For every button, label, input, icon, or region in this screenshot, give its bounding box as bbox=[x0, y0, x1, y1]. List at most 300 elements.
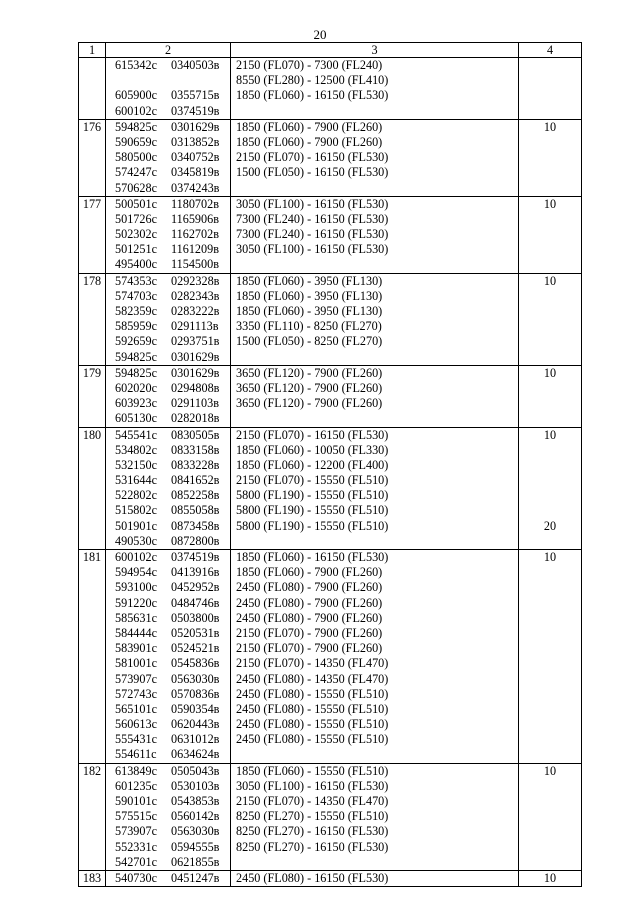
coordinate-line bbox=[115, 304, 230, 319]
latitude: 532150с bbox=[115, 457, 157, 472]
latitude: 591220с bbox=[115, 595, 157, 610]
coordinate-line bbox=[115, 274, 230, 289]
altitude-range: 1850 (FL060) - 3950 (FL130) bbox=[236, 304, 383, 318]
coordinate-line bbox=[115, 855, 230, 870]
altitude-range: 2450 (FL080) - 15550 (FL510) bbox=[236, 717, 389, 732]
coordinate-line bbox=[115, 181, 230, 196]
altitude-range: 2450 (FL080) - 16150 (FL530) bbox=[236, 870, 389, 885]
value-cell bbox=[519, 365, 582, 427]
longitude: 1162702в bbox=[171, 227, 219, 242]
value-text bbox=[519, 794, 581, 809]
zone-number bbox=[79, 196, 106, 273]
altitude-range: 8250 (FL270) - 16150 (FL530) bbox=[236, 824, 389, 839]
coordinates-cell bbox=[106, 119, 231, 196]
altitude-range bbox=[236, 411, 518, 426]
altitude-range: 2150 (FL070) - 14350 (FL470) bbox=[236, 656, 389, 671]
altitude-range: 3350 (FL110) - 8250 (FL270) bbox=[236, 319, 382, 334]
coordinate-line bbox=[115, 840, 230, 855]
coordinate-line bbox=[115, 488, 230, 503]
value-text bbox=[519, 104, 581, 119]
longitude: 0283222в bbox=[171, 304, 220, 318]
value-text bbox=[519, 381, 581, 396]
coordinate-line bbox=[115, 702, 230, 717]
zone-number bbox=[79, 58, 106, 120]
longitude: 0855058в bbox=[171, 503, 220, 518]
value-text bbox=[519, 150, 581, 165]
altitude-range: 3650 (FL120) - 7900 (FL260) bbox=[236, 365, 383, 380]
coordinate-line bbox=[115, 120, 230, 135]
latitude: 583901с bbox=[115, 641, 157, 656]
value-text bbox=[519, 289, 581, 304]
longitude: 0560142в bbox=[171, 809, 220, 824]
header-col-2: 2 bbox=[106, 43, 231, 58]
latitude: 572743с bbox=[115, 686, 157, 701]
altitude-range: 1850 (FL060) - 7900 (FL260) bbox=[236, 134, 383, 149]
latitude: 565101с bbox=[115, 701, 157, 716]
value-text bbox=[519, 396, 581, 411]
longitude: 0830505в bbox=[171, 427, 220, 442]
altitude-range bbox=[236, 350, 518, 365]
altitude-range bbox=[236, 855, 518, 870]
coordinate-line bbox=[115, 443, 230, 458]
longitude: 0374243в bbox=[171, 180, 220, 195]
value-text bbox=[519, 641, 581, 656]
coordinate-line bbox=[115, 104, 230, 119]
value-cell bbox=[519, 273, 582, 365]
coordinate-line bbox=[115, 458, 230, 473]
zone-number-text: 179 bbox=[82, 365, 102, 380]
latitude: 575515с bbox=[115, 809, 157, 824]
longitude: 0833228в bbox=[171, 457, 220, 472]
altitude-cell bbox=[231, 196, 519, 273]
value-text bbox=[519, 227, 581, 242]
coordinate-line bbox=[115, 257, 230, 272]
latitude: 531644с bbox=[115, 473, 157, 488]
latitude: 600102с bbox=[115, 550, 157, 564]
altitude-range: 2450 (FL080) - 14350 (FL470) bbox=[236, 671, 389, 686]
value-text: 10 bbox=[543, 119, 557, 134]
longitude: 0545836в bbox=[171, 656, 220, 671]
longitude: 0505043в bbox=[171, 763, 220, 778]
coordinate-line bbox=[115, 381, 230, 396]
value-text: 10 bbox=[543, 550, 557, 564]
longitude: 0355715в bbox=[171, 88, 220, 103]
value-text: 10 bbox=[543, 365, 557, 380]
value-text bbox=[519, 626, 581, 641]
coordinate-line bbox=[115, 396, 230, 411]
latitude: 592659с bbox=[115, 334, 157, 349]
altitude-range: 2150 (FL070) - 7900 (FL260) bbox=[236, 641, 383, 656]
coordinate-line bbox=[115, 794, 230, 809]
latitude: 594825с bbox=[115, 365, 157, 380]
altitude-range: 1850 (FL060) - 7900 (FL260) bbox=[236, 119, 383, 134]
altitude-range: 1850 (FL060) - 7900 (FL260) bbox=[236, 565, 383, 580]
coordinate-line bbox=[115, 197, 230, 212]
altitude-cell bbox=[231, 427, 519, 550]
value-text: 10 bbox=[543, 196, 557, 211]
altitude-range: 2450 (FL080) - 7900 (FL260) bbox=[236, 580, 383, 595]
value-cell bbox=[519, 550, 582, 764]
zone-number bbox=[79, 119, 106, 196]
value-text bbox=[519, 88, 581, 103]
table-row bbox=[79, 365, 582, 427]
altitude-cell bbox=[231, 870, 519, 886]
value-text bbox=[519, 58, 581, 73]
coordinate-line bbox=[115, 779, 230, 794]
coordinate-line bbox=[115, 871, 230, 886]
altitude-range bbox=[236, 534, 518, 549]
latitude: 593100с bbox=[115, 580, 157, 595]
latitude: 582359с bbox=[115, 304, 157, 318]
longitude: 0451247в bbox=[171, 870, 220, 885]
latitude: 501251с bbox=[115, 242, 157, 257]
altitude-cell bbox=[231, 119, 519, 196]
zone-number-text: 180 bbox=[82, 427, 102, 442]
coordinate-line bbox=[115, 366, 230, 381]
coordinate-line bbox=[115, 747, 230, 762]
altitude-cell bbox=[231, 550, 519, 764]
longitude: 0631012в bbox=[171, 732, 220, 747]
table-row bbox=[79, 427, 582, 550]
value-cell bbox=[519, 763, 582, 870]
longitude: 0374519в bbox=[171, 103, 220, 118]
altitude-range: 2150 (FL070) - 7300 (FL240) bbox=[236, 58, 383, 72]
altitude-range: 3650 (FL120) - 7900 (FL260) bbox=[236, 396, 383, 411]
latitude: 585631с bbox=[115, 610, 157, 625]
value-text bbox=[519, 702, 581, 717]
zone-number bbox=[79, 365, 106, 427]
coordinate-line bbox=[115, 580, 230, 595]
value-text bbox=[519, 135, 581, 150]
table-row bbox=[79, 58, 582, 120]
latitude: 522802с bbox=[115, 488, 157, 503]
altitude-range: 2150 (FL070) - 15550 (FL510) bbox=[236, 473, 389, 488]
value-text bbox=[519, 809, 581, 824]
longitude: 1154500в bbox=[171, 257, 219, 272]
coordinates-cell bbox=[106, 365, 231, 427]
coordinates-cell bbox=[106, 196, 231, 273]
value-text bbox=[519, 350, 581, 365]
altitude-cell bbox=[231, 58, 519, 120]
altitude-range: 2450 (FL080) - 15550 (FL510) bbox=[236, 732, 389, 747]
zone-number-text: 178 bbox=[82, 273, 102, 288]
coordinate-line bbox=[115, 73, 230, 88]
coordinate-line bbox=[115, 764, 230, 779]
longitude: 0873458в bbox=[171, 518, 220, 533]
longitude: 0301629в bbox=[171, 349, 220, 364]
value-text bbox=[519, 257, 581, 272]
longitude: 0841652в bbox=[171, 473, 220, 488]
latitude: 594825с bbox=[115, 119, 157, 134]
table-row bbox=[79, 196, 582, 273]
altitude-range: 3650 (FL120) - 7900 (FL260) bbox=[236, 380, 383, 395]
altitude-cell bbox=[231, 763, 519, 870]
zone-number bbox=[79, 273, 106, 365]
table-row bbox=[79, 273, 582, 365]
latitude: 594825с bbox=[115, 349, 157, 364]
longitude: 1180702в bbox=[171, 196, 219, 211]
coordinate-line bbox=[115, 411, 230, 426]
coordinate-line bbox=[115, 626, 230, 641]
coordinates-cell bbox=[106, 763, 231, 870]
value-text bbox=[519, 611, 581, 626]
coordinate-line bbox=[115, 88, 230, 103]
airspace-table bbox=[78, 42, 582, 887]
value-text bbox=[519, 565, 581, 580]
latitude: 605900с bbox=[115, 88, 157, 103]
coordinates-cell bbox=[106, 550, 231, 764]
altitude-range: 7300 (FL240) - 16150 (FL530) bbox=[236, 211, 389, 226]
value-text bbox=[519, 181, 581, 196]
value-text bbox=[519, 534, 581, 549]
longitude: 0452952в bbox=[171, 580, 220, 595]
coordinate-line bbox=[115, 334, 230, 349]
longitude: 1165906в bbox=[171, 211, 219, 226]
header-col-1: 1 bbox=[79, 43, 106, 58]
longitude: 0301629в bbox=[171, 365, 220, 380]
latitude: 585959с bbox=[115, 319, 157, 334]
longitude: 0594555в bbox=[171, 839, 220, 854]
coordinate-line bbox=[115, 135, 230, 150]
longitude: 0852258в bbox=[171, 488, 220, 503]
altitude-range: 8250 (FL270) - 16150 (FL530) bbox=[236, 839, 389, 854]
latitude: 552331с bbox=[115, 839, 157, 854]
longitude: 0291113в bbox=[171, 319, 219, 334]
value-text bbox=[519, 488, 581, 503]
value-text bbox=[519, 458, 581, 473]
value-text: 10 bbox=[543, 870, 557, 885]
altitude-range: 3050 (FL100) - 16150 (FL530) bbox=[236, 242, 389, 257]
coordinate-line bbox=[115, 58, 230, 73]
coordinate-line bbox=[115, 611, 230, 626]
latitude: 615342с bbox=[115, 58, 157, 72]
longitude: 0563030в bbox=[171, 671, 220, 686]
latitude: 545541с bbox=[115, 427, 157, 442]
value-text bbox=[519, 411, 581, 426]
altitude-range: 1850 (FL060) - 12200 (FL400) bbox=[236, 457, 389, 472]
zone-number-text: 177 bbox=[82, 196, 102, 211]
coordinate-line bbox=[115, 687, 230, 702]
latitude: 500501с bbox=[115, 196, 157, 211]
longitude: 0563030в bbox=[171, 824, 220, 839]
longitude: 0620443в bbox=[171, 717, 220, 732]
zone-number bbox=[79, 427, 106, 550]
altitude-range: 2450 (FL080) - 15550 (FL510) bbox=[236, 701, 389, 716]
header-col-3: 3 bbox=[231, 43, 519, 58]
longitude: 0530103в bbox=[171, 778, 220, 793]
altitude-range: 2450 (FL080) - 7900 (FL260) bbox=[236, 610, 383, 625]
latitude: 594954с bbox=[115, 565, 157, 580]
value-text bbox=[519, 596, 581, 611]
coordinate-line bbox=[115, 150, 230, 165]
value-text: 10 bbox=[543, 273, 557, 288]
latitude: 603923с bbox=[115, 396, 157, 411]
latitude: 502302с bbox=[115, 227, 157, 242]
longitude: 0345819в bbox=[171, 165, 220, 180]
zone-number bbox=[79, 763, 106, 870]
latitude: 574247с bbox=[115, 165, 157, 180]
zone-number-text: 183 bbox=[82, 870, 102, 885]
longitude: 0340503в bbox=[171, 58, 220, 72]
header-row bbox=[79, 43, 582, 58]
value-text bbox=[519, 334, 581, 349]
coordinate-line bbox=[115, 824, 230, 839]
value-text bbox=[519, 732, 581, 747]
zone-number-text: 181 bbox=[82, 550, 102, 564]
value-text: 20 bbox=[543, 518, 557, 533]
table-row bbox=[79, 550, 582, 764]
latitude: 515802с bbox=[115, 503, 157, 518]
value-text bbox=[519, 580, 581, 595]
latitude: 555431с bbox=[115, 732, 157, 747]
latitude: 581001с bbox=[115, 656, 157, 671]
table-row bbox=[79, 870, 582, 886]
longitude: 0291103в bbox=[171, 396, 219, 411]
longitude: 0543853в bbox=[171, 794, 220, 808]
coordinate-line bbox=[115, 350, 230, 365]
coordinate-line bbox=[115, 641, 230, 656]
latitude: 560613с bbox=[115, 717, 157, 732]
value-cell bbox=[519, 196, 582, 273]
value-text bbox=[519, 73, 581, 88]
latitude: 601235с bbox=[115, 778, 157, 793]
latitude: 540730с bbox=[115, 870, 157, 885]
latitude: 573907с bbox=[115, 824, 157, 839]
altitude-range: 2150 (FL070) - 16150 (FL530) bbox=[236, 427, 389, 442]
altitude-range: 7300 (FL240) - 16150 (FL530) bbox=[236, 227, 389, 242]
longitude: 0282343в bbox=[171, 288, 220, 303]
longitude: 0301629в bbox=[171, 119, 220, 134]
latitude: 590659с bbox=[115, 134, 157, 149]
latitude: 590101с bbox=[115, 794, 157, 808]
altitude-range bbox=[236, 257, 518, 272]
coordinate-line bbox=[115, 227, 230, 242]
altitude-cell bbox=[231, 273, 519, 365]
altitude-range bbox=[236, 104, 518, 119]
coordinates-cell bbox=[106, 273, 231, 365]
longitude: 0282018в bbox=[171, 411, 220, 426]
latitude: 570628с bbox=[115, 180, 157, 195]
longitude: 0294808в bbox=[171, 380, 220, 395]
latitude: 584444с bbox=[115, 625, 157, 640]
altitude-range bbox=[236, 747, 518, 762]
latitude: 490530с bbox=[115, 533, 157, 548]
value-cell bbox=[519, 870, 582, 886]
coordinates-cell bbox=[106, 427, 231, 550]
longitude: 0524521в bbox=[171, 641, 220, 656]
coordinates-cell bbox=[106, 58, 231, 120]
altitude-range: 5800 (FL190) - 15550 (FL510) bbox=[236, 488, 389, 503]
altitude-range: 5800 (FL190) - 15550 (FL510) bbox=[236, 503, 389, 518]
coordinate-line bbox=[115, 596, 230, 611]
zone-number bbox=[79, 870, 106, 886]
zone-number-text: 176 bbox=[82, 119, 102, 134]
altitude-range: 2150 (FL070) - 16150 (FL530) bbox=[236, 150, 389, 165]
table-row bbox=[79, 119, 582, 196]
coordinate-line bbox=[115, 319, 230, 334]
latitude: 534802с bbox=[115, 442, 157, 457]
latitude: 554611с bbox=[115, 747, 157, 762]
longitude: 0292328в bbox=[171, 273, 220, 288]
zone-number-text bbox=[79, 58, 105, 73]
coordinate-line bbox=[115, 534, 230, 549]
longitude: 0520531в bbox=[171, 625, 220, 640]
longitude: 0570836в bbox=[171, 686, 220, 701]
value-text bbox=[519, 473, 581, 488]
longitude: 0833158в bbox=[171, 442, 220, 457]
longitude: 0621855в bbox=[171, 854, 220, 869]
altitude-range: 8550 (FL280) - 12500 (FL410) bbox=[236, 73, 389, 88]
value-text bbox=[519, 855, 581, 870]
value-text: 10 bbox=[543, 427, 557, 442]
coordinate-line bbox=[115, 473, 230, 488]
latitude: 613849с bbox=[115, 763, 157, 778]
value-text bbox=[519, 503, 581, 518]
altitude-range: 1850 (FL060) - 3950 (FL130) bbox=[236, 273, 383, 288]
coordinate-line bbox=[115, 732, 230, 747]
coordinate-line bbox=[115, 672, 230, 687]
value-text bbox=[519, 319, 581, 334]
coordinates-cell bbox=[106, 870, 231, 886]
altitude-cell bbox=[231, 365, 519, 427]
altitude-range: 2150 (FL070) - 14350 (FL470) bbox=[236, 794, 389, 808]
longitude: 0293751в bbox=[171, 334, 220, 349]
longitude: 0634624в bbox=[171, 747, 220, 762]
longitude: 0872800в bbox=[171, 533, 220, 548]
latitude: 574353с bbox=[115, 273, 157, 288]
altitude-range: 3050 (FL100) - 16150 (FL530) bbox=[236, 778, 389, 793]
altitude-range: 1850 (FL060) - 15550 (FL510) bbox=[236, 763, 389, 778]
longitude: 0503800в bbox=[171, 610, 220, 625]
coordinate-line bbox=[115, 809, 230, 824]
coordinate-line bbox=[115, 503, 230, 518]
coordinate-line bbox=[115, 289, 230, 304]
altitude-range: 1850 (FL060) - 16150 (FL530) bbox=[236, 88, 389, 103]
longitude: 1161209в bbox=[171, 242, 219, 257]
altitude-range: 2150 (FL070) - 7900 (FL260) bbox=[236, 625, 383, 640]
value-text bbox=[519, 304, 581, 319]
coordinate-line bbox=[115, 656, 230, 671]
page-number: 20 bbox=[313, 27, 327, 42]
altitude-range: 1850 (FL060) - 16150 (FL530) bbox=[236, 550, 389, 564]
altitude-range: 2450 (FL080) - 7900 (FL260) bbox=[236, 595, 383, 610]
longitude: 0340752в bbox=[171, 150, 220, 165]
value-text bbox=[519, 824, 581, 839]
latitude: 580500с bbox=[115, 150, 157, 165]
value-text bbox=[519, 242, 581, 257]
coordinate-line bbox=[115, 242, 230, 257]
coordinate-line bbox=[115, 212, 230, 227]
value-text bbox=[519, 443, 581, 458]
altitude-range: 1850 (FL060) - 3950 (FL130) bbox=[236, 288, 383, 303]
latitude: 605130с bbox=[115, 411, 157, 426]
zone-number-text: 182 bbox=[82, 763, 102, 778]
longitude: 0413916в bbox=[171, 565, 220, 580]
value-text bbox=[519, 717, 581, 732]
longitude: 0484746в bbox=[171, 595, 220, 610]
altitude-range: 8250 (FL270) - 15550 (FL510) bbox=[236, 809, 389, 824]
altitude-range: 3050 (FL100) - 16150 (FL530) bbox=[236, 196, 389, 211]
value-text bbox=[519, 165, 581, 180]
altitude-range: 2450 (FL080) - 15550 (FL510) bbox=[236, 686, 389, 701]
coordinate-line bbox=[115, 165, 230, 180]
header-col-4: 4 bbox=[519, 43, 582, 58]
table-row bbox=[79, 763, 582, 870]
latitude: 602020с bbox=[115, 380, 157, 395]
coordinate-line bbox=[115, 550, 230, 565]
altitude-range: 1500 (FL050) - 16150 (FL530) bbox=[236, 165, 389, 180]
latitude: 501726с bbox=[115, 211, 157, 226]
